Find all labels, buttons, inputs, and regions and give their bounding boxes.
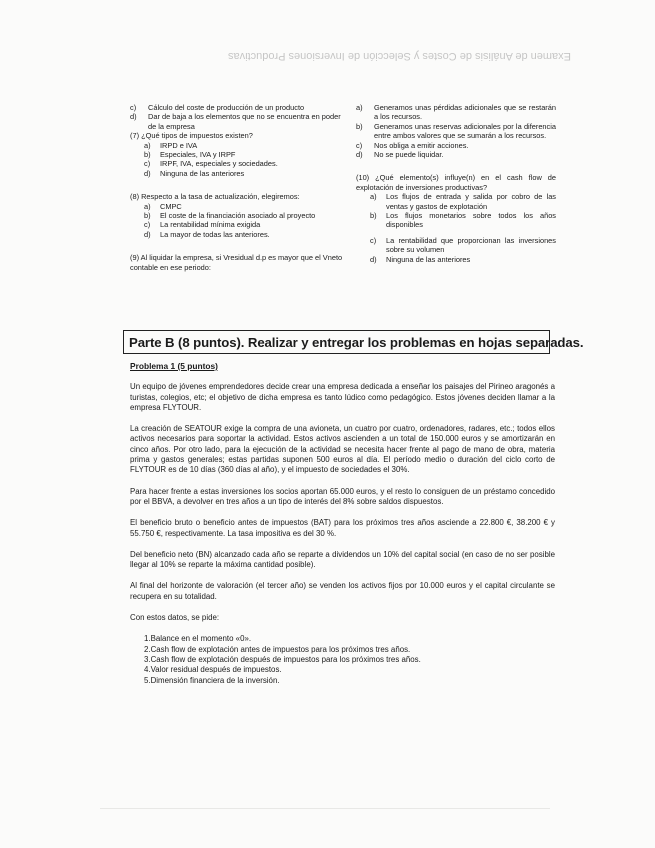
option-text: IRPF, IVA, especiales y sociedades. <box>160 159 278 169</box>
option-text: El coste de la financiación asociado al proyecto <box>160 211 316 221</box>
option-label: b) <box>144 150 151 160</box>
option-label: d) <box>144 229 151 239</box>
q9-option <box>356 122 556 141</box>
option-label: c) <box>356 140 363 150</box>
option-text: IRPD e IVA <box>160 140 198 150</box>
option-label: c) <box>370 235 377 245</box>
option-text: Ninguna de las anteriores <box>386 254 471 264</box>
option-label: c) <box>144 159 151 169</box>
option-text: La mayor de todas las anteriores. <box>160 229 270 239</box>
left-column <box>130 103 345 272</box>
option-text: Los flujos monetarios sobre todos los años disponibles <box>386 211 556 230</box>
paragraph: Para hacer frente a estas inversiones los socios aportan 65.000 euros, y el resto lo consiguen de un préstamo concedido por el BBVA, a devolver en tres años a un tipo de interés del 8% sobre saldos dispuestos. <box>130 486 555 506</box>
option-text: CMPC <box>160 201 182 211</box>
q10-option <box>356 211 556 230</box>
option-label: d) <box>356 150 363 160</box>
list-item: 1.Balance en el momento «0». <box>144 634 252 644</box>
option-text: Generamos unas reservas adicionales por la diferencia entre ambos valores que se sumarán a los recursos. <box>374 121 556 141</box>
paragraph: Del beneficio neto (BN) alcanzado cada año se reparte a dividendos un 10% del capital social (en caso de no ser posible llegar al 10% se reparte la máxima cantidad posible). <box>130 549 555 570</box>
right-column <box>356 103 556 264</box>
option-text: Generamos unas pérdidas adicionales que se restarán a los recursos. <box>374 103 556 122</box>
q7-option <box>130 150 345 159</box>
paragraph: Con estos datos, se pide: <box>130 613 220 623</box>
option-c <box>130 103 345 112</box>
option-label: d) <box>144 168 151 178</box>
option-label: a) <box>356 103 363 112</box>
option-text: La rentabilidad mínima exigida <box>160 220 261 230</box>
q8-option <box>130 202 345 211</box>
problem-1 <box>130 361 555 686</box>
option-label: a) <box>144 201 151 211</box>
option-text: Ninguna de las anteriores <box>160 168 245 178</box>
paragraph: Un equipo de jóvenes emprendedores decide crear una empresa dedicada a enseñar los paisajes del Pirineo aragonés a turistas, colegios, etc; el objetivo de dicha empresa es tanto lúdico como pedagógico. Estos jóvenes deciden llamar a la empresa FLYTOUR. <box>130 382 555 412</box>
problem-title: Problema 1 (5 puntos) <box>130 361 218 371</box>
q8-option <box>130 220 345 229</box>
option-text: Cálculo del coste de producción de un producto <box>148 103 305 112</box>
list-item: 3.Cash flow de explotación después de impuestos para los próximos tres años. <box>144 654 421 664</box>
option-text: La rentabilidad que proporcionan las inversiones sobre su volumen <box>386 235 556 255</box>
paragraph: La creación de SEATOUR exige la compra de una avioneta, un cuatro por cuatro, ordenadores, radares, etc.; todos ellos activos necesarios para soportar la actividad. Estos activos ascienden a un total de 150.000 euros y se amortizarán en cinco años. Por otro lado, para la ejecución de la actividad se necesita hacer frente al pago de mano de obra, materia prima y gastos generales; estas partidas suponen 500 euros al día. El período medio o duración del ciclo corto de FLYTOUR es de 10 días (360 días al año), y el impuesto de sociedades el 30%. <box>130 424 555 475</box>
option-label: d) <box>130 112 137 122</box>
q7-option <box>130 141 345 150</box>
paragraph: El beneficio bruto o beneficio antes de impuestos (BAT) para los próximos tres años asciende a 22.800 €, 38.200 € y 55.750 €, respectivamente. La tasa impositiva es del 30 %. <box>130 518 555 538</box>
option-label: a) <box>370 192 377 202</box>
q10-option <box>356 192 556 211</box>
option-text: Especiales, IVA y IRPF <box>160 150 236 160</box>
option-d <box>130 112 345 131</box>
question-7: (7) ¿Qué tipos de impuestos existen? <box>130 131 253 141</box>
question-10: (10) ¿Qué elemento(s) influye(n) en el cash flow de explotación de inversiones productivas? <box>356 173 556 192</box>
parte-b-heading: Parte B (8 puntos). Realizar y entregar los problemas en hojas separadas. <box>123 330 550 354</box>
option-label: b) <box>356 121 363 131</box>
page-edge-line <box>100 808 550 809</box>
list-item: 4.Valor residual después de impuestos. <box>144 665 282 675</box>
q8-option <box>130 211 345 220</box>
option-label: c) <box>130 103 137 112</box>
q9-option <box>356 141 556 150</box>
q10-option <box>356 236 556 255</box>
q10-option <box>356 255 556 264</box>
option-text: Dar de baja a los elementos que no se encuentra en poder de la empresa <box>148 112 341 131</box>
option-text: Los flujos de entrada y salida por cobro de las ventas y gastos de explotación <box>386 192 556 211</box>
q8-option <box>130 230 345 239</box>
option-label: d) <box>370 254 377 264</box>
task-list <box>130 634 555 685</box>
paragraph: Al final del horizonte de valoración (el tercer año) se venden los activos fijos por 10.000 euros y el capital circulante se recupera en su totalidad. <box>130 581 555 601</box>
option-label: a) <box>144 140 151 150</box>
q9-option <box>356 150 556 159</box>
q7-option <box>130 159 345 168</box>
question-8: (8) Respecto a la tasa de actualización, elegiremos: <box>130 192 300 202</box>
q9-option <box>356 103 556 122</box>
bleed-through-header: Examen de Análisis de Costes y Selección de Inversiones Productivas <box>227 50 571 62</box>
q7-option <box>130 169 345 178</box>
question-9: (9) Al liquidar la empresa, si Vresidual d.p es mayor que el Vneto contable en ese periodo: <box>130 253 343 272</box>
option-text: No se puede liquidar. <box>374 150 444 160</box>
option-label: b) <box>144 211 151 221</box>
list-item: 2.Cash flow de explotación antes de impuestos para los próximos tres años. <box>144 644 411 654</box>
option-text: Nos obliga a emitir acciones. <box>374 140 469 150</box>
option-label: c) <box>144 220 151 230</box>
option-label: b) <box>370 211 377 221</box>
list-item: 5.Dimensión financiera de la inversión. <box>144 675 280 685</box>
